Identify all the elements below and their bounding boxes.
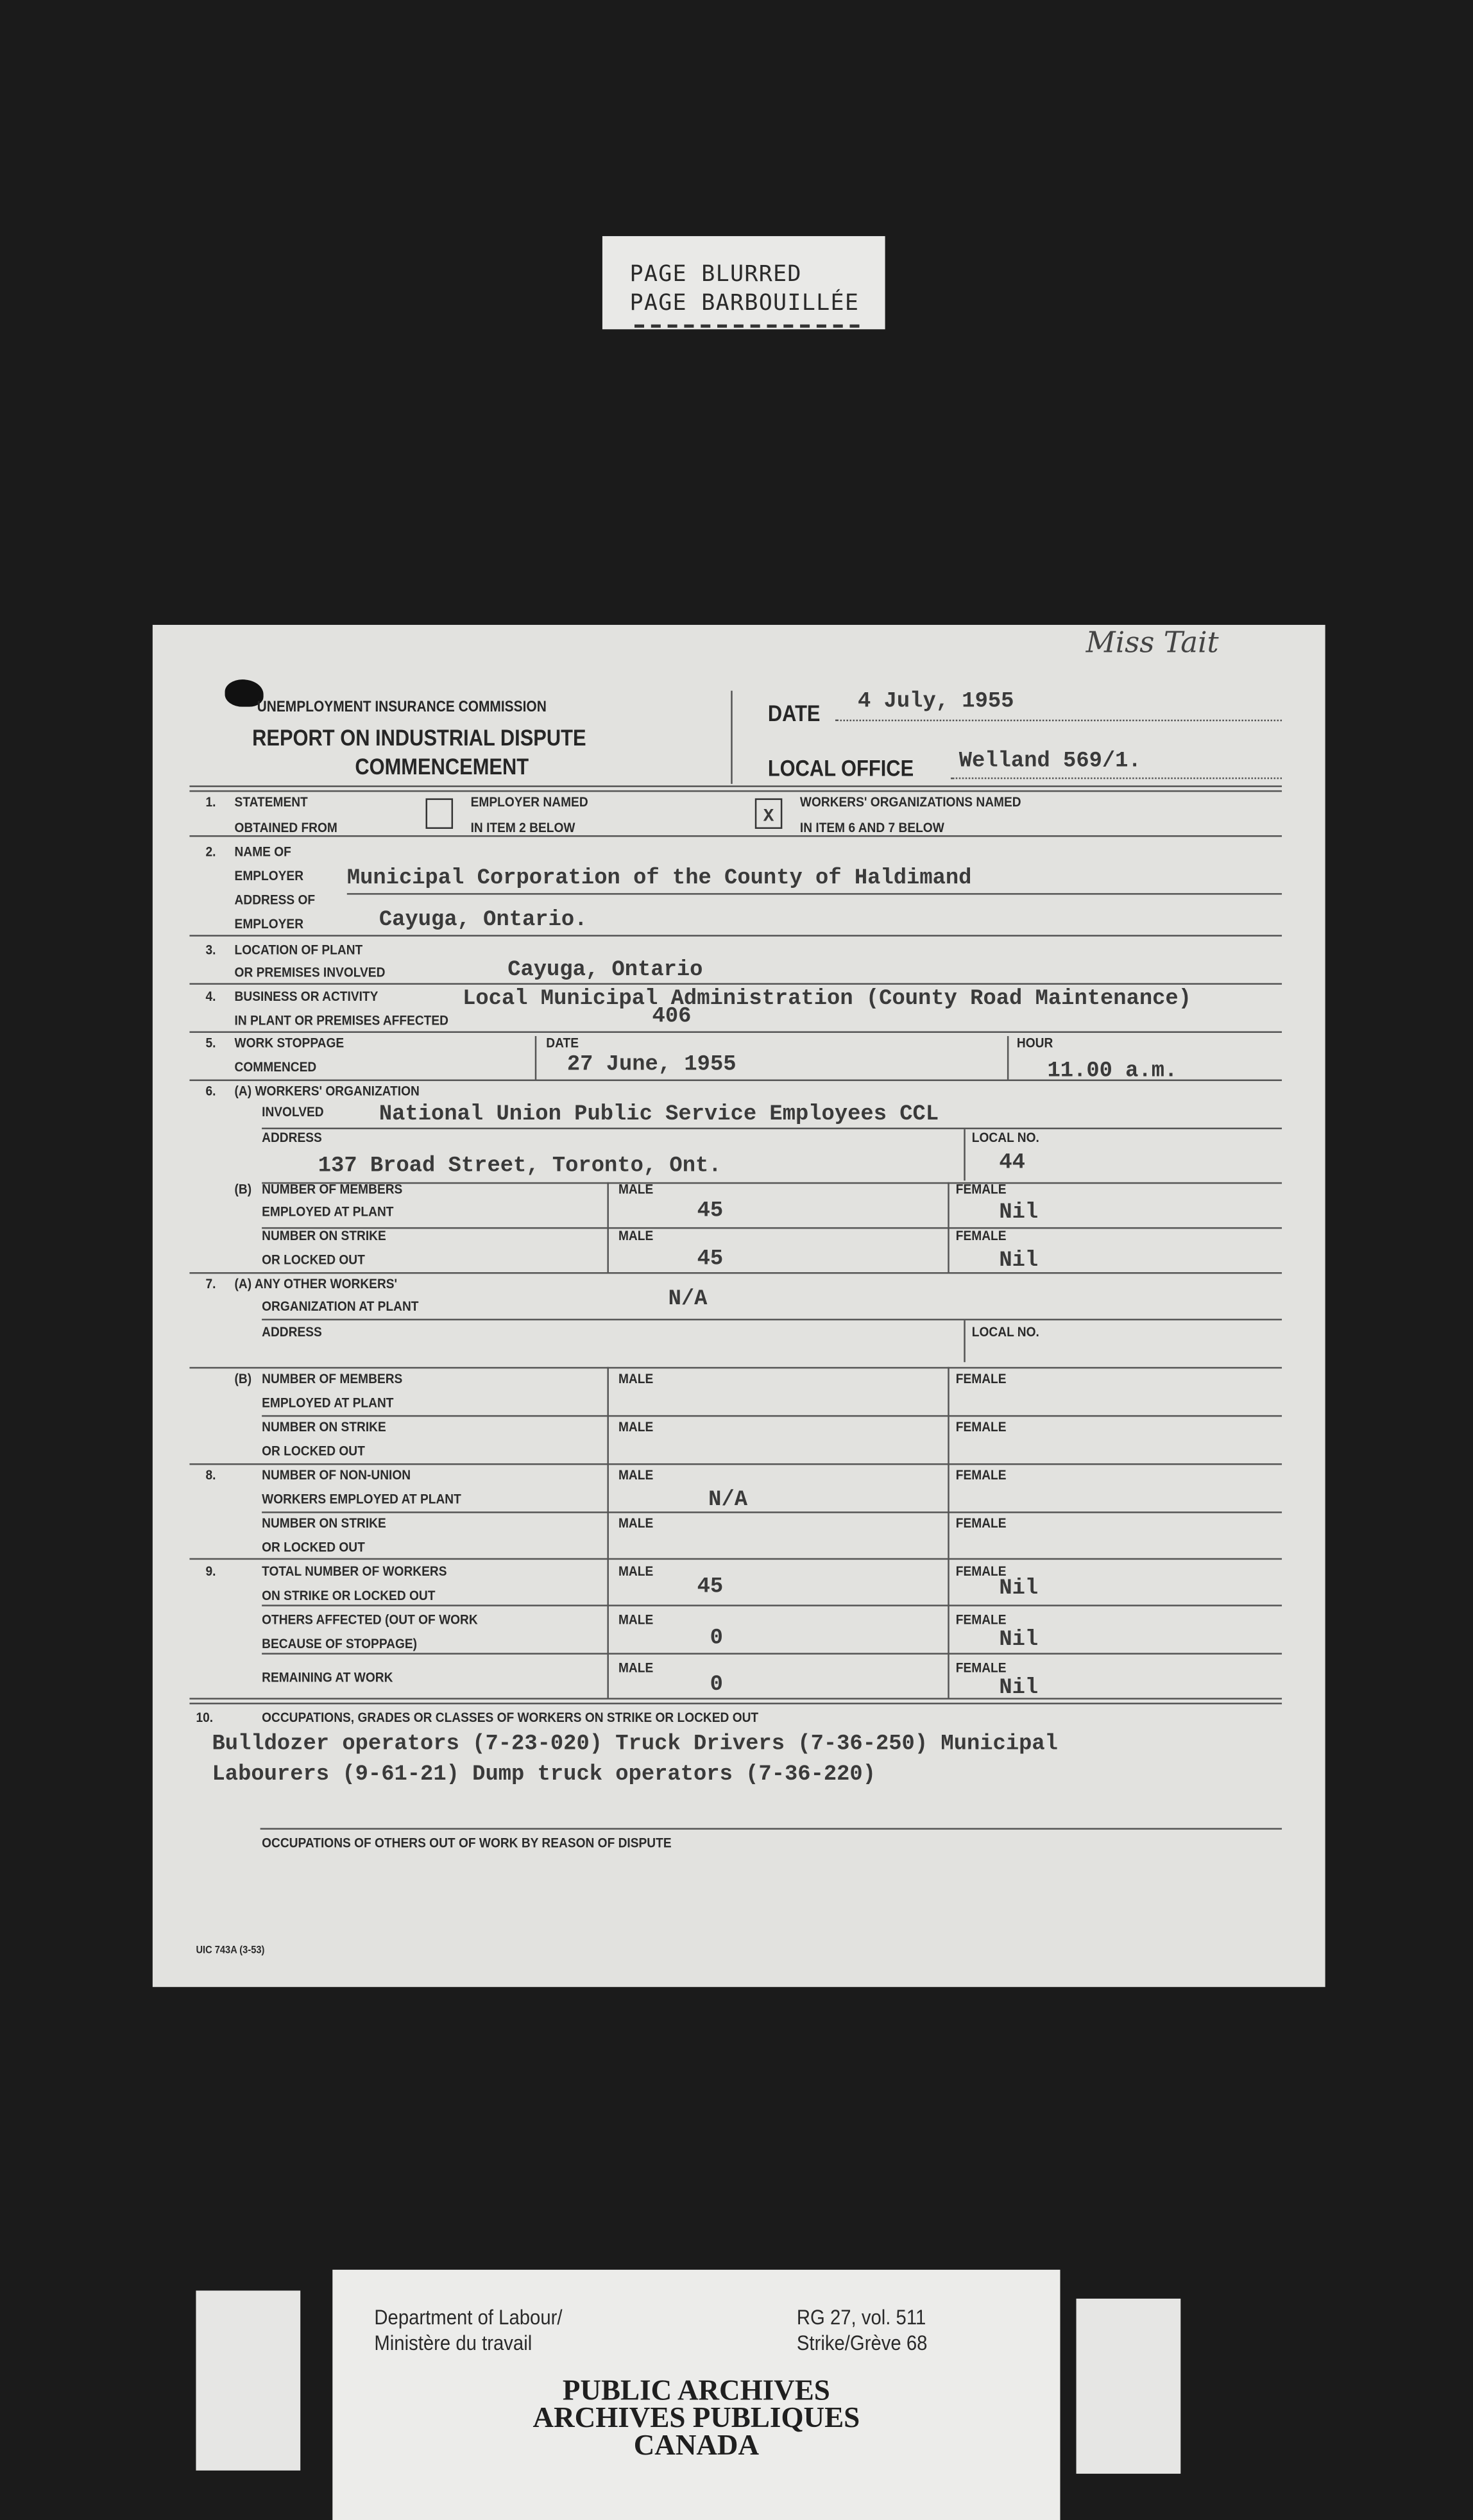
occupations-label: OCCUPATIONS, GRADES OR CLASSES OF WORKERS ON STRIKE OR LOCKED OUT <box>262 1709 759 1726</box>
row-label-2: OR LOCKED OUT <box>262 1442 365 1459</box>
female-label: FEMALE <box>955 1227 1007 1243</box>
female-label: FEMALE <box>955 1659 1007 1676</box>
date-line <box>835 720 1282 722</box>
union-address-value: 137 Broad Street, Toronto, Ont. <box>318 1155 722 1179</box>
local-office-value: Welland 569/1. <box>958 750 1141 774</box>
row-label-2: BECAUSE OF STOPPAGE) <box>262 1635 418 1651</box>
row-label: NUMBER OF NON-UNION <box>262 1466 411 1483</box>
rule <box>189 1698 1282 1700</box>
rule <box>189 835 1282 837</box>
form-code: UIC 743A (3-53) <box>196 1945 265 1957</box>
strike-number: Strike/Grève 68 <box>796 2331 928 2355</box>
item-number: 6. <box>205 1082 216 1099</box>
female-label: FEMALE <box>955 1418 1007 1435</box>
row-label-2: OR LOCKED OUT <box>262 1251 365 1268</box>
employer-named-label-2: IN ITEM 2 BELOW <box>470 819 575 835</box>
rule <box>189 1703 1282 1705</box>
row-label: NUMBER OF MEMBERS <box>262 1370 403 1386</box>
other-org-label: (A) ANY OTHER WORKERS' <box>234 1275 398 1292</box>
male-label: MALE <box>618 1563 654 1579</box>
address-label: ADDRESS <box>262 1324 322 1340</box>
rule <box>189 1272 1282 1274</box>
rule <box>262 1319 1282 1321</box>
business-label: BUSINESS OR ACTIVITY <box>234 987 379 1004</box>
row-label: NUMBER ON STRIKE <box>262 1515 386 1531</box>
address-label: ADDRESS <box>262 1129 322 1146</box>
rule <box>262 1128 1282 1130</box>
rule <box>189 785 1282 787</box>
agency-name: UNEMPLOYMENT INSURANCE COMMISSION <box>257 699 547 717</box>
rule <box>189 1031 1282 1033</box>
female-label: FEMALE <box>955 1563 1007 1579</box>
divider <box>1007 1036 1009 1080</box>
row-label-2: OR LOCKED OUT <box>262 1538 365 1555</box>
divider <box>535 1036 537 1080</box>
record-group: RG 27, vol. 511 <box>796 2304 926 2329</box>
female-label: FEMALE <box>955 1466 1007 1483</box>
rule <box>262 1227 1282 1229</box>
row-label-2: EMPLOYED AT PLANT <box>262 1203 394 1220</box>
form-title-line-1: REPORT ON INDUSTRIAL DISPUTE <box>252 724 586 751</box>
row-label: NUMBER ON STRIKE <box>262 1227 386 1243</box>
form-title-line-2: COMMENCEMENT <box>355 753 529 779</box>
local-no-label: LOCAL NO. <box>971 1324 1039 1340</box>
rule <box>347 893 1282 895</box>
rule <box>189 1463 1282 1465</box>
name-of-label: NAME OF <box>234 843 291 860</box>
rule <box>189 1558 1282 1560</box>
rule <box>262 1605 1282 1606</box>
date-value: 4 July, 1955 <box>858 690 1014 715</box>
male-label: MALE <box>618 1659 654 1676</box>
hour-value: 11.00 a.m. <box>1047 1060 1178 1085</box>
employer-named-checkbox[interactable] <box>426 798 454 829</box>
male-value: 0 <box>710 1673 723 1698</box>
occupations-line-1: Bulldozer operators (7-23-020) Truck Drivers (7-36-250) Municipal <box>212 1733 1058 1758</box>
row-label: NUMBER ON STRIKE <box>262 1418 386 1435</box>
plant-affected-label: IN PLANT OR PREMISES AFFECTED <box>234 1012 449 1028</box>
stoppage-date-label: DATE <box>546 1034 579 1051</box>
divider <box>964 1320 966 1362</box>
rule <box>262 1415 1282 1417</box>
archives-line-3: CANADA <box>633 2428 760 2461</box>
header-divider <box>731 691 733 784</box>
check-mark: X <box>763 808 774 828</box>
female-value: Nil <box>999 1676 1039 1701</box>
male-label: MALE <box>618 1611 654 1628</box>
commenced-label: COMMENCED <box>234 1059 317 1075</box>
hour-label: HOUR <box>1016 1034 1053 1051</box>
row-label: TOTAL NUMBER OF WORKERS <box>262 1563 447 1579</box>
workers-named-checkbox[interactable] <box>755 798 783 829</box>
rule <box>260 1828 1282 1830</box>
female-label: FEMALE <box>955 1180 1007 1197</box>
archive-label <box>332 2270 1060 2520</box>
item-number: 2. <box>205 843 216 860</box>
employer-label: EMPLOYER <box>234 867 304 884</box>
location-label: LOCATION OF PLANT <box>234 941 363 958</box>
department-en: Department of Labour/ <box>374 2304 563 2329</box>
business-code: 406 <box>652 1005 692 1030</box>
work-stoppage-label: WORK STOPPAGE <box>234 1034 345 1051</box>
other-org-label-2: ORGANIZATION AT PLANT <box>262 1298 419 1315</box>
female-value: Nil <box>999 1249 1039 1274</box>
employer-label-2: EMPLOYER <box>234 915 304 932</box>
premises-label: OR PREMISES INVOLVED <box>234 964 386 980</box>
rule <box>262 1182 1282 1184</box>
local-office-label: LOCAL OFFICE <box>767 754 914 781</box>
archives-line-1: PUBLIC ARCHIVES <box>562 2374 830 2406</box>
label-left-tab <box>196 2290 300 2470</box>
archives-line-2: ARCHIVES PUBLIQUES <box>532 2401 860 2434</box>
workers-named-label-2: IN ITEM 6 AND 7 BELOW <box>799 819 944 835</box>
item-number: 7. <box>205 1275 216 1292</box>
union-name-value: National Union Public Service Employees CCL <box>379 1103 939 1128</box>
local-no-label: LOCAL NO. <box>971 1129 1039 1146</box>
employer-address-value: Cayuga, Ontario. <box>379 909 588 933</box>
item-number: 9. <box>205 1563 216 1579</box>
workers-named-label: WORKERS' ORGANIZATIONS NAMED <box>799 793 1021 810</box>
workers-org-label: (A) WORKERS' ORGANIZATION <box>234 1082 420 1099</box>
local-office-line <box>951 778 1282 779</box>
row-label-2: ON STRIKE OR LOCKED OUT <box>262 1587 436 1603</box>
male-value: 45 <box>697 1248 724 1273</box>
female-label: FEMALE <box>955 1370 1007 1386</box>
female-value: Nil <box>999 1201 1039 1226</box>
address-of-label: ADDRESS OF <box>234 891 316 908</box>
item-number: 5. <box>205 1034 216 1051</box>
obtained-from-label: OBTAINED FROM <box>234 819 337 835</box>
involved-label: INVOLVED <box>262 1103 324 1120</box>
non-union-value: N/A <box>708 1489 748 1513</box>
employer-named-label: EMPLOYER NAMED <box>470 793 588 810</box>
male-label: MALE <box>618 1515 654 1531</box>
rule <box>189 790 1282 792</box>
item-number: 1. <box>205 793 216 810</box>
stamp-line-1: PAGE BLURRED <box>629 262 802 288</box>
location-value: Cayuga, Ontario <box>507 958 703 983</box>
rule <box>189 1367 1282 1369</box>
divider <box>964 1129 966 1180</box>
rule <box>189 1080 1282 1082</box>
occupations-line-2: Labourers (9-61-21) Dump truck operators (7-36-220) <box>212 1764 876 1788</box>
handwritten-annotation: Miss Tait <box>1086 626 1219 661</box>
male-label: MALE <box>618 1418 654 1435</box>
female-value: Nil <box>999 1577 1039 1602</box>
statement-label: STATEMENT <box>234 793 308 810</box>
date-label: DATE <box>767 700 821 726</box>
male-label: MALE <box>618 1227 654 1243</box>
female-label: FEMALE <box>955 1611 1007 1628</box>
rule <box>189 935 1282 937</box>
stoppage-date-value: 27 June, 1955 <box>566 1053 736 1078</box>
female-label: FEMALE <box>955 1515 1007 1531</box>
row-label-2: EMPLOYED AT PLANT <box>262 1394 394 1411</box>
row-label: OTHERS AFFECTED (OUT OF WORK <box>262 1611 478 1628</box>
b-prefix: (B) <box>234 1370 252 1386</box>
others-occupations-label: OCCUPATIONS OF OTHERS OUT OF WORK BY REASON OF DISPUTE <box>262 1834 672 1851</box>
male-label: MALE <box>618 1180 654 1197</box>
row-label-2: WORKERS EMPLOYED AT PLANT <box>262 1490 461 1507</box>
row-label: REMAINING AT WORK <box>262 1669 393 1685</box>
male-label: MALE <box>618 1370 654 1386</box>
b-prefix: (B) <box>234 1180 252 1197</box>
local-no-value: 44 <box>999 1152 1025 1176</box>
item-number: 3. <box>205 941 216 958</box>
male-label: MALE <box>618 1466 654 1483</box>
row-label: NUMBER OF MEMBERS <box>262 1180 403 1197</box>
male-value: 45 <box>697 1576 724 1600</box>
item-number: 8. <box>205 1466 216 1483</box>
rule <box>262 1653 1282 1655</box>
item-number: 10. <box>196 1709 214 1726</box>
male-value: 45 <box>697 1200 724 1224</box>
female-value: Nil <box>999 1628 1039 1653</box>
other-org-value: N/A <box>668 1288 708 1313</box>
employer-name-value: Municipal Corporation of the County of Haldimand <box>346 867 972 892</box>
label-right-tab <box>1077 2299 1181 2474</box>
business-value: Local Municipal Administration (County Road Maintenance) <box>463 987 1192 1012</box>
male-value: 0 <box>710 1627 723 1651</box>
rule <box>262 1511 1282 1513</box>
rule <box>189 983 1282 985</box>
item-number: 4. <box>205 987 216 1004</box>
stamp-line-2: PAGE BARBOUILLÉE <box>629 291 860 317</box>
department-fr: Ministère du travail <box>374 2331 532 2355</box>
